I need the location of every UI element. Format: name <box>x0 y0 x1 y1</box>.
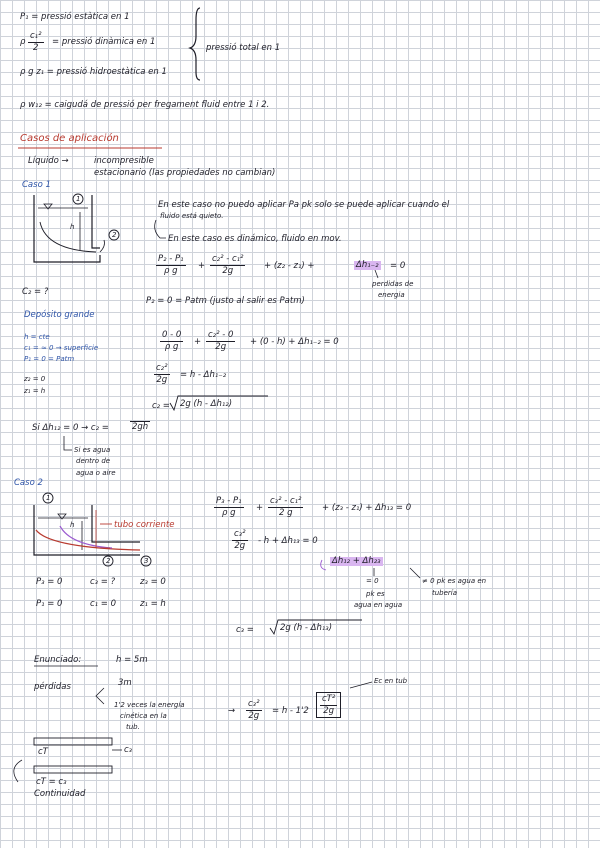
caso1-p-relation: P₂ = 0 = Patm (justo al salir es Patm) <box>146 296 305 306</box>
def-rho: ρ <box>20 37 26 47</box>
caso1-eq3-num: c₂² <box>156 363 168 373</box>
caso1-c2-question: C₂ = ? <box>22 287 49 297</box>
caso1-eq1-loss: Δh₁₋₂ <box>356 260 379 270</box>
caso2-eq1-frac2-den: 2 g <box>278 507 293 518</box>
enunciado-title: Enunciado: <box>34 655 82 665</box>
enunciado-frac <box>246 700 262 720</box>
enunciado-frac-den: 2g <box>248 710 260 721</box>
enunciado-arrow: → <box>228 706 236 716</box>
enunciado-losses: pérdidas <box>34 682 71 692</box>
caso1-note-2: En este caso es dinámico, fluido en mov. <box>168 234 342 244</box>
caso2-c1: c₁ = 0 <box>90 599 117 609</box>
caso2-c3-root: 2g (h - Δh₁₃) <box>280 623 333 633</box>
caso1-h-cte: h = cte <box>24 333 50 341</box>
def-dynamic-den: 2 <box>33 42 39 53</box>
caso1-eq3-frac <box>154 364 170 384</box>
caso1-eq1-frac2-den: 2g <box>222 265 234 276</box>
caso1-losses-label-1: perdidas de <box>372 280 414 288</box>
caso1-eq4-left: c₂ = <box>152 401 170 411</box>
def-dynamic-pressure: = pressió dinàmica en 1 <box>52 37 156 47</box>
caso2-eq1-plus: + <box>256 503 264 513</box>
caso1-note-1b: fluido está quieto. <box>160 212 224 220</box>
caso1-water-3: agua o aire <box>76 469 116 477</box>
caso2-pk-1: pk es <box>366 590 385 598</box>
caso2-eq1-rest: + (z₃ - z₁) + Δh₁₃ = 0 <box>322 503 412 513</box>
caso1-height: h <box>70 223 75 231</box>
cond-liquid: Líquido → <box>28 156 69 166</box>
caso2-zero-1: = 0 <box>366 577 379 585</box>
caso1-point-2: 2 <box>112 231 117 239</box>
caso1-eq2-frac2 <box>206 331 235 351</box>
caso1-if-root: 2gh <box>132 422 149 432</box>
def-dynamic-num: c₁² <box>30 31 42 41</box>
caso2-title: Caso 2 <box>14 478 43 488</box>
enunciado-ratio-3: tub. <box>126 723 140 731</box>
def-hydrostatic-pressure: ρ g z₁ = pressió hidroestàtica en 1 <box>20 67 167 77</box>
caso2-height: h <box>70 521 75 529</box>
caso2-eq1-frac1 <box>214 497 244 517</box>
enunciado-ct-den: 2g <box>323 705 335 716</box>
caso2-tube-label: tubo corriente <box>114 520 175 530</box>
caso1-eq2-plus: + <box>194 337 202 347</box>
caso1-tank <box>34 194 119 262</box>
caso1-z1: z₁ = h <box>24 387 46 395</box>
caso1-eq3-den: 2g <box>156 374 168 385</box>
enunciado-rest: = h - 1'2 <box>272 706 309 716</box>
caso2-p1: P₁ = 0 <box>36 599 63 609</box>
def-total-pressure: pressió total en 1 <box>206 43 281 53</box>
caso2-pk-2: agua en agua <box>354 601 403 609</box>
enunciado-c3-label: c₃ <box>124 745 133 755</box>
caso2-eq1-frac2 <box>268 497 303 517</box>
enunciado-ec-label: Ec en tub <box>374 677 408 685</box>
caso1-z2: z₂ = 0 <box>24 375 46 383</box>
caso1-eq1-frac1 <box>156 255 186 275</box>
caso1-eq1-frac2-num: c₂² - c₁² <box>212 254 244 264</box>
caso1-point-1: 1 <box>76 195 81 203</box>
caso2-eq2-frac <box>232 530 248 550</box>
enunciado-three-m: 3m <box>118 678 132 688</box>
enunciado-ratio-2: cinética en la <box>120 712 167 720</box>
enunciado-h: h = 5m <box>116 655 148 665</box>
caso2-eq1-frac1-den: ρ g <box>222 507 236 518</box>
def-static-pressure: P₁ = pressió estàtica en 1 <box>20 12 130 22</box>
caso1-water-2: dentro de <box>76 457 111 465</box>
caso1-p1-patm: P₁ = 0 = Patm <box>24 355 75 363</box>
enunciado-frac-num: c₃² <box>248 699 260 709</box>
enunciado-ct-frac <box>316 692 341 718</box>
caso2-eq1-frac1-num: P₃ - P₁ <box>216 496 242 506</box>
caso1-eq1-frac2 <box>210 255 245 275</box>
enunciado-ct-num: cT² <box>322 694 336 704</box>
pipes-sketch <box>14 738 122 782</box>
caso2-p3: P₃ = 0 <box>36 577 63 587</box>
caso2-c3-left: c₃ = <box>236 625 254 635</box>
cond-stationary: estacionario (las propiedades no cambian) <box>94 168 276 178</box>
caso2-eq2-den: 2g <box>234 540 246 551</box>
caso2-point-2: 2 <box>106 557 111 565</box>
caso1-losses-label-2: energia <box>378 291 405 299</box>
caso2-c3: c₃ = ? <box>90 577 116 587</box>
caso1-eq4-root: 2g (h - Δh₁₂) <box>180 399 233 409</box>
caso1-eq1-mid: + (z₂ - z₁) + <box>264 261 315 271</box>
caso1-eq1-plus: + <box>198 261 206 271</box>
caso2-zero-2: ≠ 0 pk es agua en <box>422 577 487 585</box>
caso1-eq1-frac1-den: ρ g <box>164 265 178 276</box>
cond-incompressible: incompresible <box>94 156 154 166</box>
def-friction-loss: ρ w₁₂ = caigudá de pressió per fregament fluid entre 1 i 2. <box>20 100 270 110</box>
caso2-losses-split: Δh₁₂ + Δh₂₃ <box>332 556 381 566</box>
caso1-note-1: En este caso no puedo aplicar Pa pk solo se puede aplicar cuando el <box>158 200 450 210</box>
caso1-eq2-frac1-num: 0 - 0 <box>162 330 182 340</box>
caso1-deposit: Depósito grande <box>24 310 95 320</box>
caso1-c1-zero: c₁ = ≈ 0 → superficie <box>24 344 99 352</box>
enunciado-continuity: Continuidad <box>34 789 86 799</box>
caso1-eq2-rest: + (0 - h) + Δh₁₋₂ = 0 <box>250 337 339 347</box>
caso2-eq2-rest: - h + Δh₁₃ = 0 <box>258 536 318 546</box>
caso2-point-1: 1 <box>46 494 51 502</box>
caso2-point-3: 3 <box>144 557 149 565</box>
enunciado-ct-eq: cT = c₃ <box>36 777 67 787</box>
section-title: Casos de aplicación <box>20 133 119 144</box>
caso1-eq2-frac1-den: ρ g <box>164 341 179 352</box>
caso1-if-left: Si Δh₁₂ = 0 → c₂ = <box>32 423 109 433</box>
caso2-z3: z₃ = 0 <box>140 577 166 587</box>
caso1-eq1-frac1-num: P₂ - P₁ <box>158 254 184 264</box>
caso2-z1: z₁ = h <box>140 599 166 609</box>
def-dynamic-fraction <box>28 32 44 52</box>
caso2-eq2-num: c₃² <box>234 529 246 539</box>
caso1-water-1: Si es agua <box>74 446 111 454</box>
enunciado-ct-label: cT <box>38 747 48 757</box>
caso1-eq1-end: = 0 <box>390 261 406 271</box>
caso1-eq2-frac2-num: c₂² - 0 <box>208 330 234 340</box>
caso2-eq1-frac2-num: c₃² - c₁² <box>270 496 302 506</box>
caso1-eq2-frac2-den: 2g <box>215 341 227 352</box>
caso1-title: Caso 1 <box>22 180 51 190</box>
caso2-zero-2b: tubería <box>432 589 458 597</box>
enunciado-ratio-1: 1'2 veces la energía <box>114 701 185 709</box>
caso1-eq3-rest: = h - Δh₁₋₂ <box>180 370 227 380</box>
header-brace <box>190 8 200 80</box>
caso1-eq2-frac1 <box>160 331 183 351</box>
